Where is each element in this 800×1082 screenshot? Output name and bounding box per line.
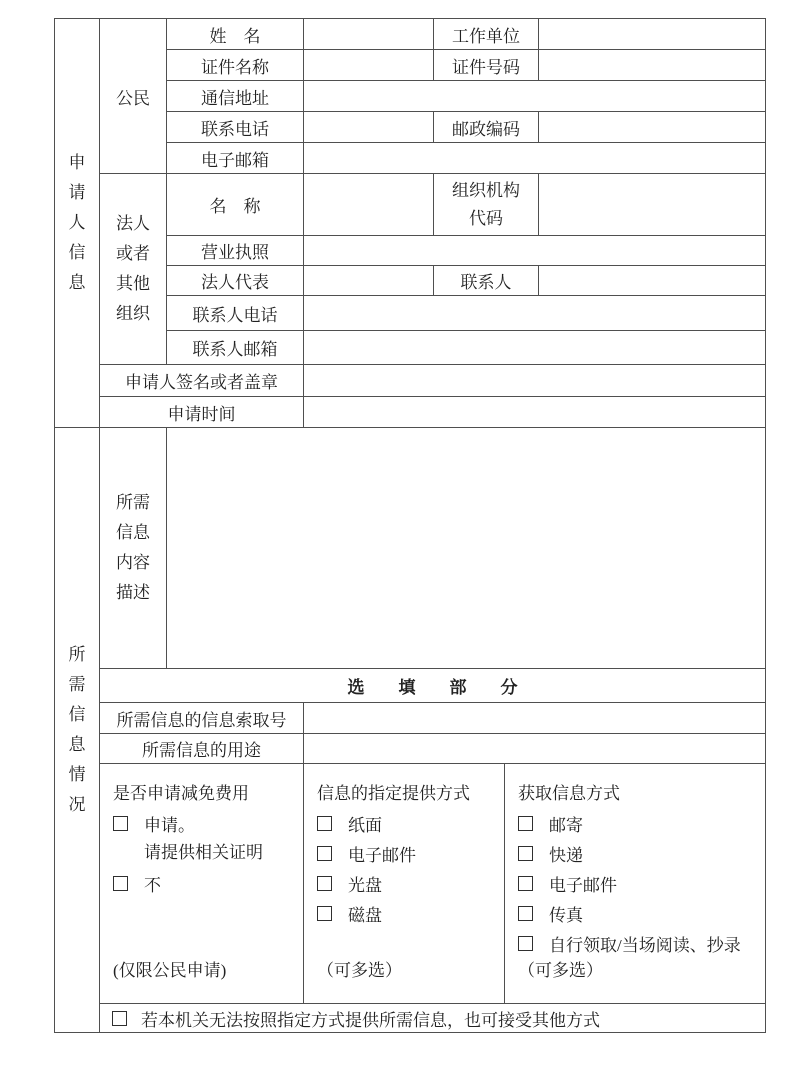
application-form-table	[54, 18, 766, 1033]
cert-number-label: 证件号码	[434, 50, 539, 81]
citizen-group-label	[100, 19, 167, 174]
checkbox-icon[interactable]	[113, 876, 128, 891]
fee-footnote: (仅限公民申请)	[113, 961, 227, 980]
legal-rep-label: 法人代表	[167, 266, 304, 296]
checkbox-icon[interactable]	[317, 906, 332, 921]
provide-method-title: 信息的指定提供方式	[317, 784, 470, 803]
obtain-option-mail[interactable]	[518, 808, 759, 838]
contact-person-input-cell[interactable]	[539, 266, 766, 296]
name-label: 姓 名	[167, 19, 304, 50]
obtain-footnote: （可多选）	[518, 961, 603, 980]
obtain-option-email-label: 电子邮件	[549, 875, 617, 895]
citizen-label-text: 公民	[116, 88, 150, 108]
name-input-cell[interactable]	[304, 19, 434, 50]
legal-rep-input-cell[interactable]	[304, 266, 434, 296]
applicant-section-title	[55, 19, 100, 428]
contact-phone-label: 联系人电话	[167, 296, 304, 331]
other-method-option[interactable]	[100, 1006, 765, 1031]
signature-input-cell[interactable]	[304, 365, 766, 397]
postcode-input-cell[interactable]	[539, 112, 766, 143]
purpose-label: 所需信息的用途	[100, 734, 304, 764]
apply-time-input-cell[interactable]	[304, 397, 766, 428]
obtain-method-group	[505, 764, 765, 1002]
phone-input-cell[interactable]	[304, 112, 434, 143]
checkbox-icon[interactable]	[518, 846, 533, 861]
obtain-option-express-label: 快递	[549, 845, 583, 865]
request-section-title-text: 所需信息情况	[68, 645, 86, 814]
cert-name-label: 证件名称	[167, 50, 304, 81]
checkbox-icon[interactable]	[518, 906, 533, 921]
fee-option-apply[interactable]	[113, 808, 297, 838]
provide-method-cell	[304, 764, 505, 1004]
contact-email-input-cell[interactable]	[304, 331, 766, 365]
signature-label: 申请人签名或者盖章	[100, 365, 304, 397]
obtain-method-title: 获取信息方式	[518, 784, 620, 803]
org-code-label-text: 组织机构代码	[452, 180, 520, 228]
optional-section-header: 选 填 部 分	[100, 669, 766, 703]
email-label: 电子邮箱	[167, 143, 304, 174]
checkbox-icon[interactable]	[317, 846, 332, 861]
obtain-method-cell	[505, 764, 766, 1004]
obtain-option-email[interactable]	[518, 868, 759, 898]
contact-person-label: 联系人	[434, 266, 539, 296]
business-license-label: 营业执照	[167, 236, 304, 266]
org-code-input-cell[interactable]	[539, 174, 766, 236]
phone-label: 联系电话	[167, 112, 304, 143]
provide-option-paper-label: 纸面	[348, 815, 382, 835]
apply-time-label: 申请时间	[100, 397, 304, 428]
fee-waiver-group	[100, 764, 303, 1002]
provide-method-group	[304, 764, 504, 1002]
fee-option-no-label: 不	[144, 875, 161, 895]
checkbox-icon[interactable]	[518, 876, 533, 891]
provide-option-email[interactable]	[317, 838, 498, 868]
org-code-label	[434, 174, 539, 236]
provide-option-cd[interactable]	[317, 868, 498, 898]
index-number-label: 所需信息的信息索取号	[100, 703, 304, 734]
provide-option-disk-label: 磁盘	[348, 905, 382, 925]
cert-name-input-cell[interactable]	[304, 50, 434, 81]
obtain-option-self-label: 自行领取/当场阅读、抄录	[549, 935, 741, 955]
postcode-label: 邮政编码	[434, 112, 539, 143]
provide-option-paper[interactable]	[317, 808, 498, 838]
address-label: 通信地址	[167, 81, 304, 112]
index-number-input-cell[interactable]	[304, 703, 766, 734]
cert-number-input-cell[interactable]	[539, 50, 766, 81]
obtain-option-mail-label: 邮寄	[549, 815, 583, 835]
applicant-section-title-text: 申请人信息	[68, 153, 86, 292]
obtain-option-express[interactable]	[518, 838, 759, 868]
description-label	[100, 428, 167, 669]
checkbox-icon[interactable]	[317, 816, 332, 831]
checkbox-icon[interactable]	[317, 876, 332, 891]
contact-email-label: 联系人邮箱	[167, 331, 304, 365]
obtain-option-fax[interactable]	[518, 898, 759, 928]
provide-option-email-label: 电子邮件	[348, 845, 416, 865]
address-input-cell[interactable]	[304, 81, 766, 112]
checkbox-icon[interactable]	[112, 1011, 127, 1026]
org-group-label	[100, 174, 167, 365]
org-name-input-cell[interactable]	[304, 174, 434, 236]
checkbox-icon[interactable]	[518, 816, 533, 831]
provide-option-disk[interactable]	[317, 898, 498, 928]
request-section-title	[55, 428, 100, 1033]
description-label-text: 所需信息内容描述	[116, 493, 150, 602]
other-method-cell	[100, 1004, 766, 1033]
fee-option-no[interactable]	[113, 868, 297, 898]
checkbox-icon[interactable]	[113, 816, 128, 831]
org-name-label: 名 称	[167, 174, 304, 236]
provide-option-cd-label: 光盘	[348, 875, 382, 895]
work-unit-input-cell[interactable]	[539, 19, 766, 50]
other-method-note-label: 若本机关无法按照指定方式提供所需信息，也可接受其他方式	[141, 1010, 600, 1030]
org-group-label-text: 法人或者其他组织	[116, 214, 150, 323]
purpose-input-cell[interactable]	[304, 734, 766, 764]
description-input-cell[interactable]	[167, 428, 766, 669]
obtain-option-fax-label: 传真	[549, 905, 583, 925]
business-license-input-cell[interactable]	[304, 236, 766, 266]
fee-waiver-title: 是否申请减免费用	[113, 784, 249, 803]
obtain-option-self[interactable]	[518, 928, 759, 958]
checkbox-icon[interactable]	[518, 936, 533, 951]
contact-phone-input-cell[interactable]	[304, 296, 766, 331]
provide-footnote: （可多选）	[317, 961, 402, 980]
email-input-cell[interactable]	[304, 143, 766, 174]
work-unit-label: 工作单位	[434, 19, 539, 50]
fee-waiver-cell	[100, 764, 304, 1004]
fee-option-apply-note: 请提供相关证明	[144, 843, 263, 862]
fee-option-apply-label: 申请。	[144, 815, 195, 835]
